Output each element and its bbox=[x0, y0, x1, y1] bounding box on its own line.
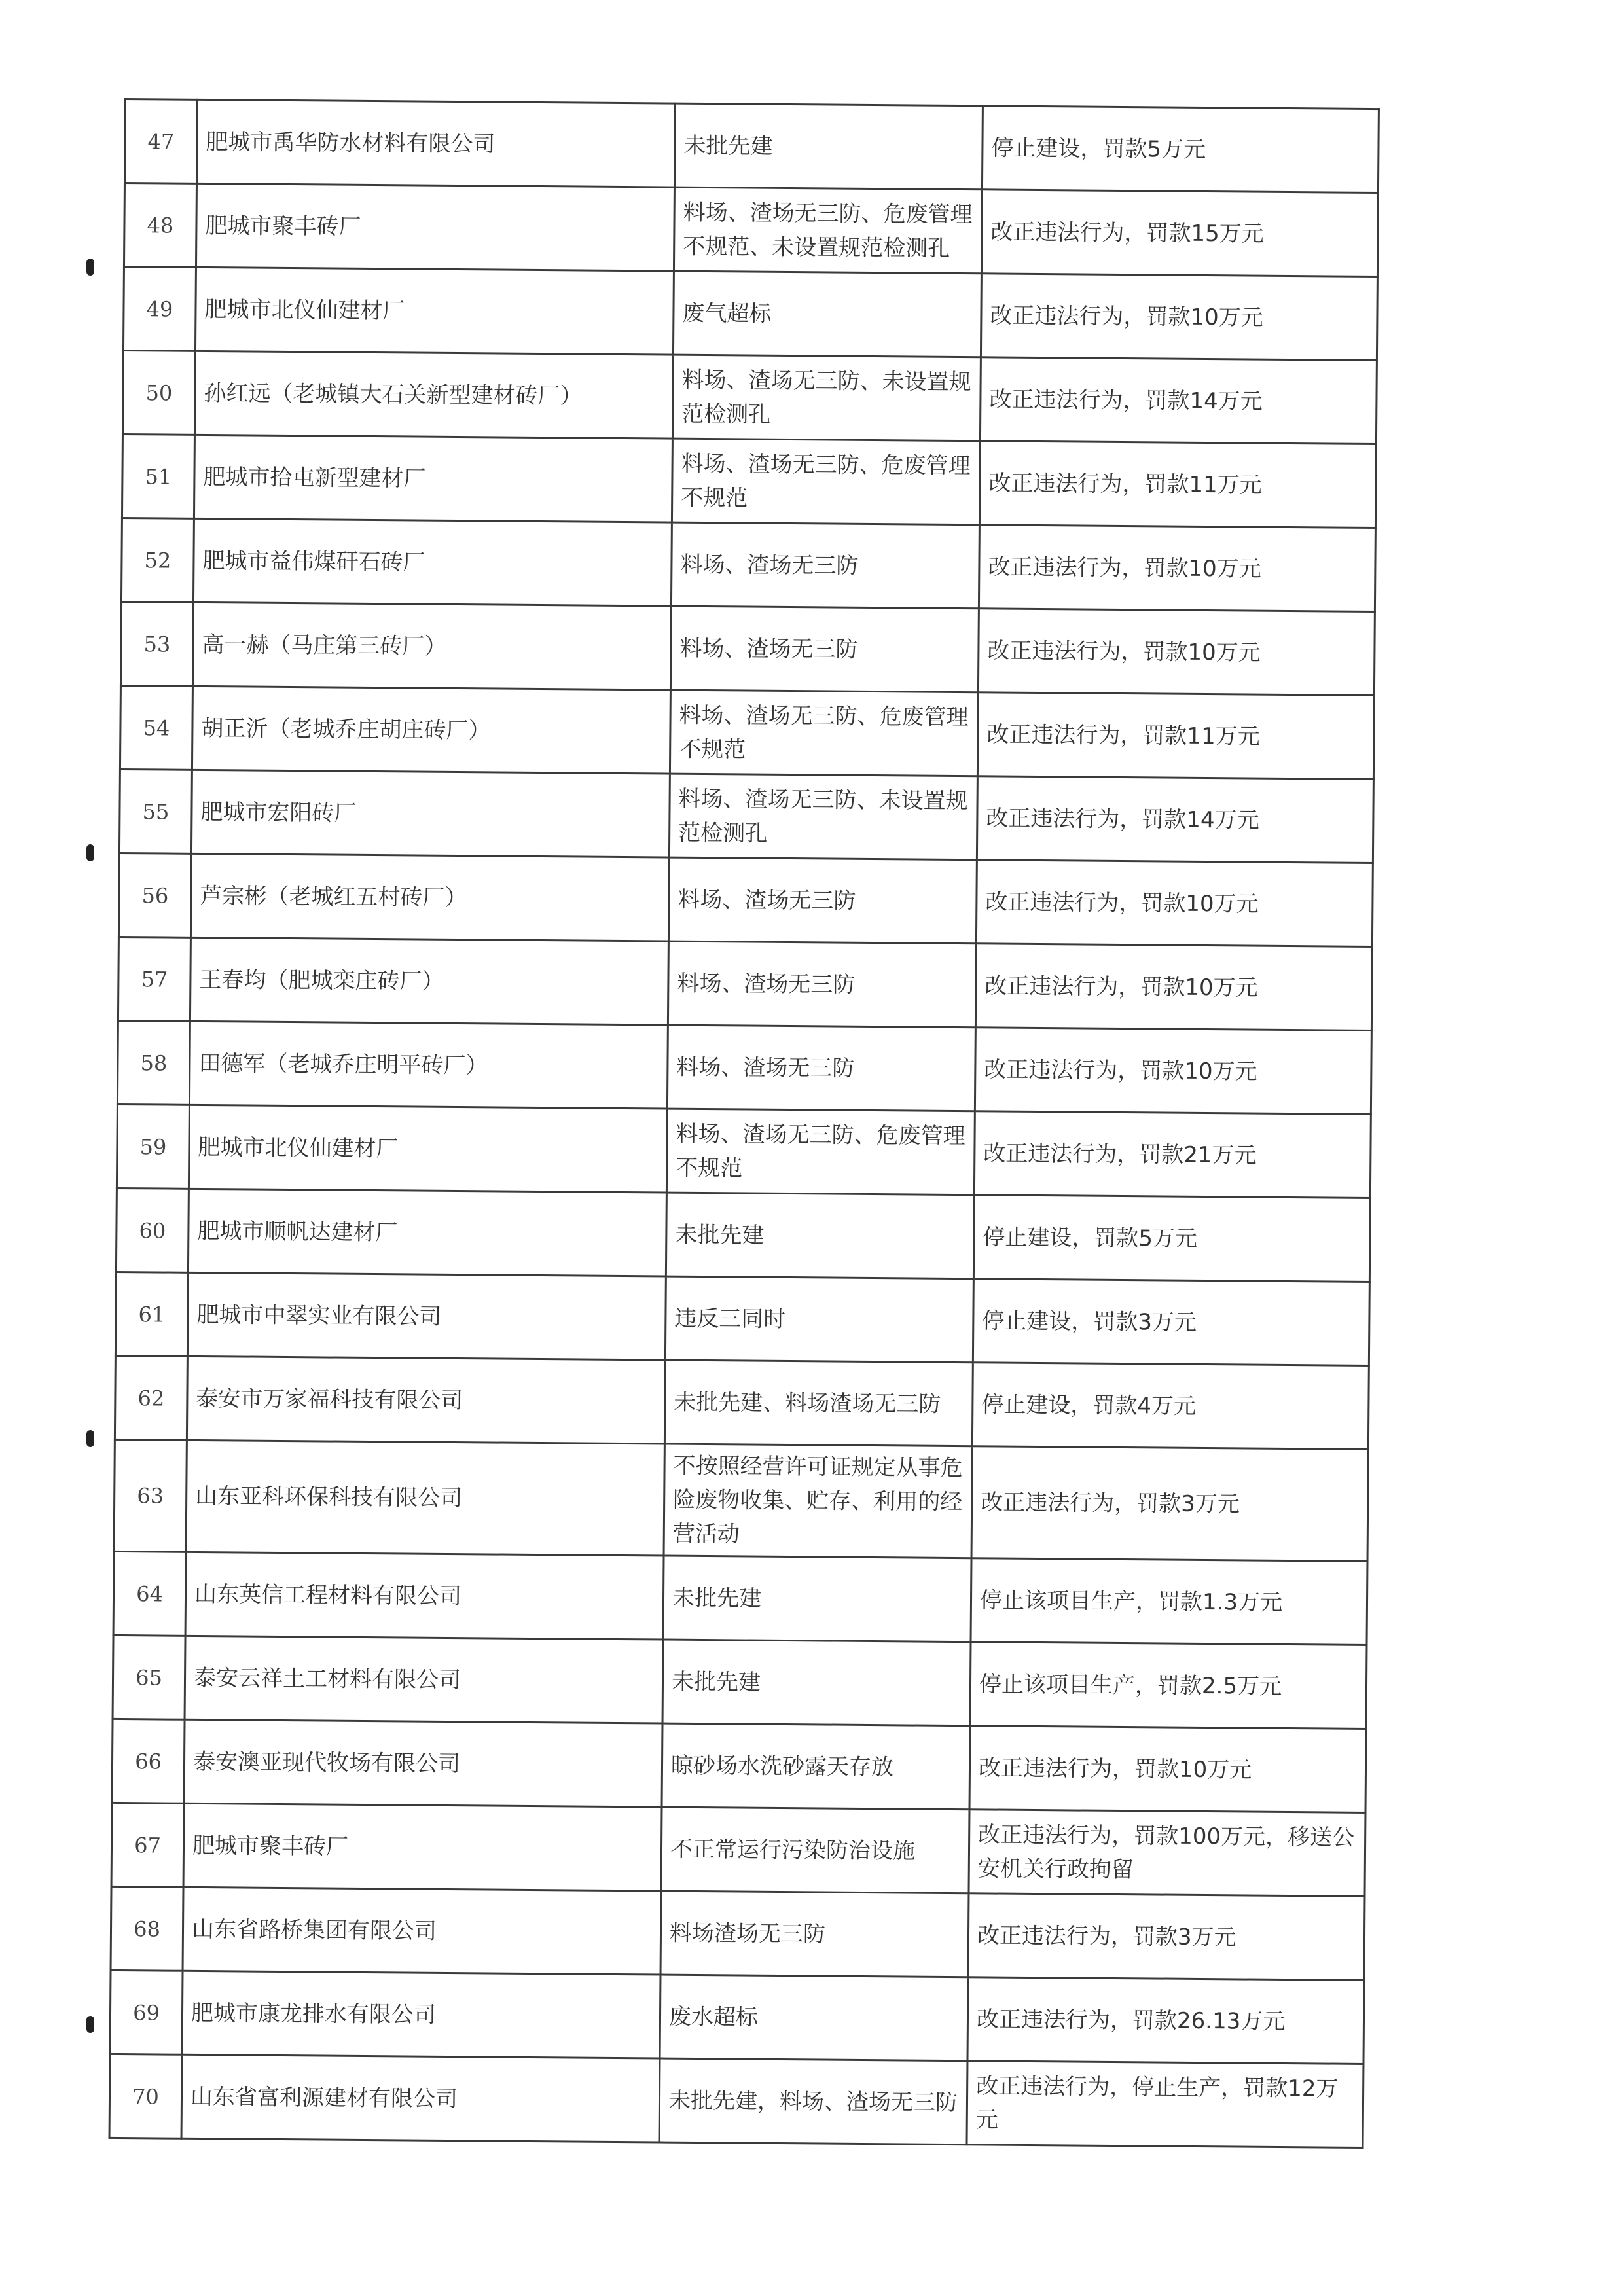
company-name: 田德军（老城乔庄明平砖厂） bbox=[189, 1021, 668, 1109]
penalty-table bbox=[109, 98, 1380, 2149]
row-number: 50 bbox=[122, 350, 195, 435]
row-number: 48 bbox=[124, 183, 196, 268]
penalty-description: 改正违法行为，停止生产，罚款12万元 bbox=[967, 2061, 1363, 2148]
penalty-description: 停止该项目生产，罚款2.5万元 bbox=[970, 1642, 1367, 1729]
table-row bbox=[118, 853, 1373, 946]
company-name: 肥城市宏阳砖厂 bbox=[191, 770, 670, 857]
penalty-description: 改正违法行为，罚款14万元 bbox=[980, 357, 1377, 444]
company-name: 孙红远（老城镇大石关新型建材砖厂） bbox=[194, 351, 673, 439]
row-number: 52 bbox=[121, 518, 194, 602]
violation-description: 未批先建、料场渣场无三防 bbox=[664, 1360, 973, 1446]
table-row bbox=[120, 685, 1374, 779]
row-number: 63 bbox=[114, 1439, 187, 1552]
table-row bbox=[118, 937, 1372, 1030]
violation-description: 未批先建 bbox=[663, 1556, 971, 1642]
table-row bbox=[120, 601, 1375, 695]
violation-description: 料场、渣场无三防 bbox=[671, 522, 979, 609]
penalty-description: 改正违法行为，罚款26.13万元 bbox=[967, 1977, 1364, 2064]
violation-description: 废水超标 bbox=[660, 1975, 968, 2061]
row-number: 57 bbox=[118, 937, 190, 1021]
company-name: 山东亚科环保科技有限公司 bbox=[186, 1440, 664, 1556]
penalty-description: 改正违法行为，罚款10万元 bbox=[981, 274, 1377, 361]
row-number: 65 bbox=[113, 1635, 185, 1719]
table-row bbox=[121, 518, 1375, 611]
company-name: 山东省富利源建材有限公司 bbox=[181, 2054, 660, 2142]
violation-description: 料场、渣场无三防、未设置规范检测孔 bbox=[669, 774, 977, 860]
penalty-description: 停止建设，罚款5万元 bbox=[973, 1195, 1370, 1282]
penalty-description: 停止建设，罚款5万元 bbox=[982, 106, 1379, 193]
violation-description: 料场、渣场无三防、危废管理不规范 bbox=[670, 690, 978, 776]
table-row bbox=[113, 1635, 1367, 1729]
company-name: 山东英信工程材料有限公司 bbox=[185, 1552, 664, 1640]
table-row bbox=[112, 1719, 1366, 1812]
company-name: 王春均（肥城栾庄砖厂） bbox=[190, 937, 668, 1025]
penalty-description: 停止建设，罚款4万元 bbox=[972, 1363, 1369, 1450]
penalty-table-body bbox=[109, 99, 1379, 2148]
penalty-description: 改正违法行为，罚款10万元 bbox=[969, 1726, 1366, 1813]
company-name: 肥城市北仪仙建材厂 bbox=[195, 267, 674, 355]
company-name: 高一赫（马庄第三砖厂） bbox=[192, 602, 671, 690]
row-number: 61 bbox=[115, 1272, 188, 1356]
table-row bbox=[119, 769, 1373, 863]
penalty-description: 停止该项目生产，罚款1.3万元 bbox=[971, 1558, 1367, 1645]
violation-description: 料场、渣场无三防、危废管理不规范 bbox=[666, 1109, 975, 1195]
violation-description: 料场渣场无三防 bbox=[660, 1891, 969, 1977]
row-number: 69 bbox=[110, 1970, 183, 2054]
row-number: 47 bbox=[124, 99, 197, 184]
table-row bbox=[111, 1886, 1365, 1980]
row-number: 67 bbox=[111, 1803, 184, 1887]
penalty-description: 改正违法行为，罚款100万元，移送公安机关行政拘留 bbox=[969, 1810, 1365, 1897]
penalty-description: 改正违法行为，罚款11万元 bbox=[979, 441, 1376, 528]
row-number: 55 bbox=[119, 769, 192, 853]
company-name: 肥城市聚丰砖厂 bbox=[196, 183, 674, 271]
company-name: 肥城市聚丰砖厂 bbox=[183, 1803, 662, 1891]
company-name: 肥城市顺帆达建材厂 bbox=[188, 1189, 666, 1276]
binding-hole-mark bbox=[86, 259, 94, 276]
violation-description: 不按照经营许可证规定从事危险废物收集、贮存、利用的经营活动 bbox=[664, 1444, 972, 1558]
violation-description: 未批先建 bbox=[666, 1193, 974, 1279]
violation-description: 料场、渣场无三防 bbox=[668, 857, 977, 944]
company-name: 肥城市北仪仙建材厂 bbox=[189, 1105, 667, 1193]
binding-hole-mark bbox=[86, 2016, 94, 2033]
company-name: 肥城市禹华防水材料有限公司 bbox=[196, 99, 675, 187]
penalty-description: 改正违法行为，罚款15万元 bbox=[981, 190, 1378, 277]
company-name: 芦宗彬（老城红五村砖厂） bbox=[190, 853, 669, 941]
penalty-description: 改正违法行为，罚款10万元 bbox=[975, 944, 1372, 1031]
violation-description: 违反三同时 bbox=[665, 1276, 973, 1363]
row-number: 53 bbox=[120, 601, 193, 686]
table-row bbox=[122, 350, 1377, 444]
row-number: 51 bbox=[122, 434, 194, 518]
row-number: 58 bbox=[117, 1020, 190, 1105]
violation-description: 晾砂场水洗砂露天存放 bbox=[662, 1723, 970, 1810]
table-row bbox=[110, 1970, 1364, 2064]
table-row bbox=[111, 1803, 1365, 1896]
company-name: 泰安澳亚现代牧场有限公司 bbox=[184, 1719, 662, 1807]
row-number: 64 bbox=[113, 1551, 186, 1636]
company-name: 肥城市中翠实业有限公司 bbox=[187, 1272, 666, 1360]
row-number: 59 bbox=[117, 1104, 189, 1189]
binding-hole-mark bbox=[86, 1430, 94, 1447]
row-number: 70 bbox=[109, 2054, 182, 2138]
table-row bbox=[115, 1355, 1369, 1449]
penalty-description: 改正违法行为，罚款10万元 bbox=[976, 860, 1373, 947]
row-number: 54 bbox=[120, 685, 192, 770]
table-row bbox=[117, 1104, 1371, 1198]
table-row bbox=[109, 2054, 1363, 2147]
company-name: 肥城市康龙排水有限公司 bbox=[182, 1971, 660, 2058]
violation-description: 料场、渣场无三防 bbox=[668, 941, 976, 1028]
record-sheet bbox=[124, 98, 1378, 2139]
table-row bbox=[124, 183, 1378, 277]
penalty-description: 改正违法行为，罚款11万元 bbox=[977, 692, 1374, 780]
violation-description: 废气超标 bbox=[673, 271, 981, 357]
company-name: 山东省路桥集团有限公司 bbox=[183, 1887, 661, 1975]
row-number: 60 bbox=[116, 1188, 189, 1272]
violation-description: 料场、渣场无三防 bbox=[670, 606, 979, 692]
row-number: 56 bbox=[118, 853, 191, 937]
row-number: 49 bbox=[123, 267, 196, 351]
company-name: 胡正沂（老城乔庄胡庄砖厂） bbox=[192, 686, 670, 774]
violation-description: 料场、渣场无三防、危废管理不规范、未设置规范检测孔 bbox=[674, 187, 982, 274]
violation-description: 料场、渣场无三防 bbox=[667, 1025, 975, 1111]
violation-description: 料场、渣场无三防、未设置规范检测孔 bbox=[672, 355, 981, 441]
table-row bbox=[114, 1439, 1368, 1561]
penalty-description: 改正违法行为，罚款10万元 bbox=[975, 1028, 1371, 1115]
penalty-description: 改正违法行为，罚款10万元 bbox=[979, 525, 1375, 612]
penalty-description: 改正违法行为，罚款21万元 bbox=[974, 1111, 1371, 1198]
table-row bbox=[116, 1188, 1370, 1282]
table-row bbox=[124, 99, 1379, 193]
penalty-description: 改正违法行为，罚款3万元 bbox=[968, 1893, 1365, 1981]
row-number: 66 bbox=[112, 1719, 185, 1803]
violation-description: 未批先建，料场、渣场无三防 bbox=[659, 2058, 967, 2145]
violation-description: 未批先建 bbox=[662, 1640, 971, 1726]
violation-description: 未批先建 bbox=[674, 103, 983, 190]
penalty-description: 改正违法行为，罚款14万元 bbox=[977, 776, 1373, 863]
binding-hole-mark bbox=[86, 844, 94, 861]
table-row bbox=[115, 1272, 1369, 1365]
penalty-description: 停止建设，罚款3万元 bbox=[973, 1279, 1369, 1366]
violation-description: 料场、渣场无三防、危废管理不规范 bbox=[672, 439, 980, 525]
table-row bbox=[122, 434, 1376, 528]
company-name: 泰安云祥土工材料有限公司 bbox=[185, 1636, 663, 1723]
table-row bbox=[123, 267, 1377, 361]
violation-description: 不正常运行污染防治设施 bbox=[661, 1807, 969, 1893]
penalty-description: 改正违法行为，罚款3万元 bbox=[971, 1446, 1368, 1562]
table-row bbox=[113, 1551, 1367, 1645]
row-number: 62 bbox=[115, 1355, 187, 1440]
table-row bbox=[117, 1020, 1371, 1114]
row-number: 68 bbox=[111, 1886, 183, 1971]
company-name: 肥城市益伟煤矸石砖厂 bbox=[193, 518, 672, 606]
company-name: 肥城市拾屯新型建材厂 bbox=[194, 435, 672, 522]
company-name: 泰安市万家福科技有限公司 bbox=[187, 1356, 665, 1444]
penalty-description: 改正违法行为，罚款10万元 bbox=[978, 609, 1375, 696]
